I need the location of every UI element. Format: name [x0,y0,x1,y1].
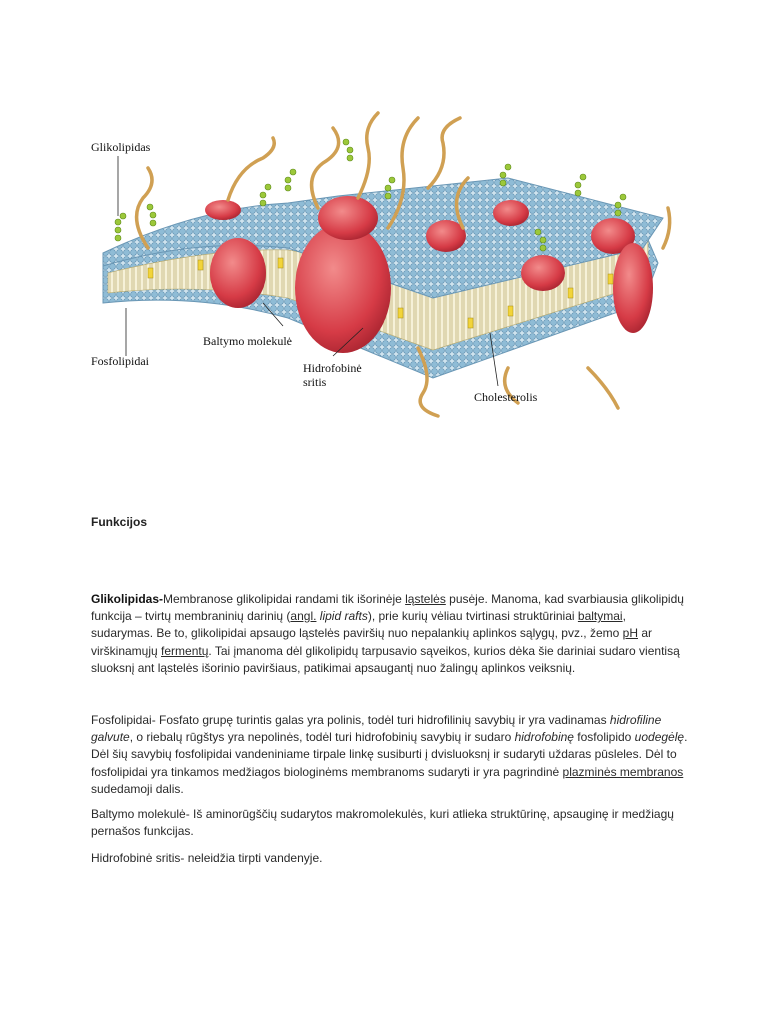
link-angl[interactable]: angl. [290,609,317,624]
label-cholesterolis: Cholesterolis [474,390,538,404]
link-baltymai[interactable]: baltymai [577,609,623,624]
label-hidrofobine-sritis-1: Hidrofobinė [303,361,362,375]
label-baltymo-molekule: Baltymo molekulė [203,334,292,348]
label-hidrofobine-sritis-2: sritis [303,375,327,389]
paragraph-baltymo-molekule: Baltymo molekulė- Iš aminorūgščių sudarytos makromolekulės, kuri atlieka struktūrinę, apsauginę ir medžiagų pernašos funkcijas. [91,807,674,839]
link-fermentu[interactable]: fermentų [161,643,209,658]
link-lasteles[interactable]: ląstelės [405,592,446,606]
paragraph-fosfolipidai: Fosfolipidai- Fosfato grupę turintis galas yra polinis, todėl turi hidrofilinių savybių ir yra vadinamas hidrofiline galvute, o riebalų rūgštys yra nepolinės, todėl turi hidrofobinių savybių ir sudaro hidrofobinę fosfolipido uodegėlę. Dėl šių savybių fosfolipidai vandeniniame tirpale linkę susiburti į dvisluoksnį ir sudaryti uždaras pūsleles. Dėl to fosfolipidai yra tinkamos medžiagos biologinėms membranoms sudaryti ir yra pagrindinė plazminės membranos sudedamoji dalis. [91,713,688,796]
paragraph-hidrofobine-sritis: Hidrofobinė sritis- neleidžia tirpti vandenyje. [91,851,323,865]
link-plazmines-membranos[interactable]: plazminės membranos [562,764,684,779]
label-glikolipidas: Glikolipidas [91,140,151,154]
membrane-illustration [88,88,680,418]
link-ph[interactable]: pH [622,626,638,641]
paragraph-glikolipidas: Glikolipidas-Membranose glikolipidai randami tik išorinėje ląstelės pusėje. Manoma, kad svarbiausia glikolipidų funkcija – tvirtų membraninių darinių (angl. lipid rafts), prie kurių vėliau tvirtinasi struktūriniai baltymai, sudarymas. Be to, glikolipidai apsaugo ląstelės paviršių nuo nepalankių aplinkos sąlygų, pvz., žemo pH ar virškinamųjų fermentų. Tai įmanoma dėl glikolipidų tarpusavio sąveikos, kurios dėka šie dariniai sudaro vientisą sluoksnį ant ląstelės išorinio paviršiaus, patikimai apsaugantį nuo žalingų aplinkos veiksnių. [91,592,684,675]
section-heading: Funkcijos [91,515,148,529]
cell-membrane-figure [88,88,680,418]
label-fosfolipidai: Fosfolipidai [91,354,150,368]
term-glikolipidas: Glikolipidas- [91,592,164,606]
